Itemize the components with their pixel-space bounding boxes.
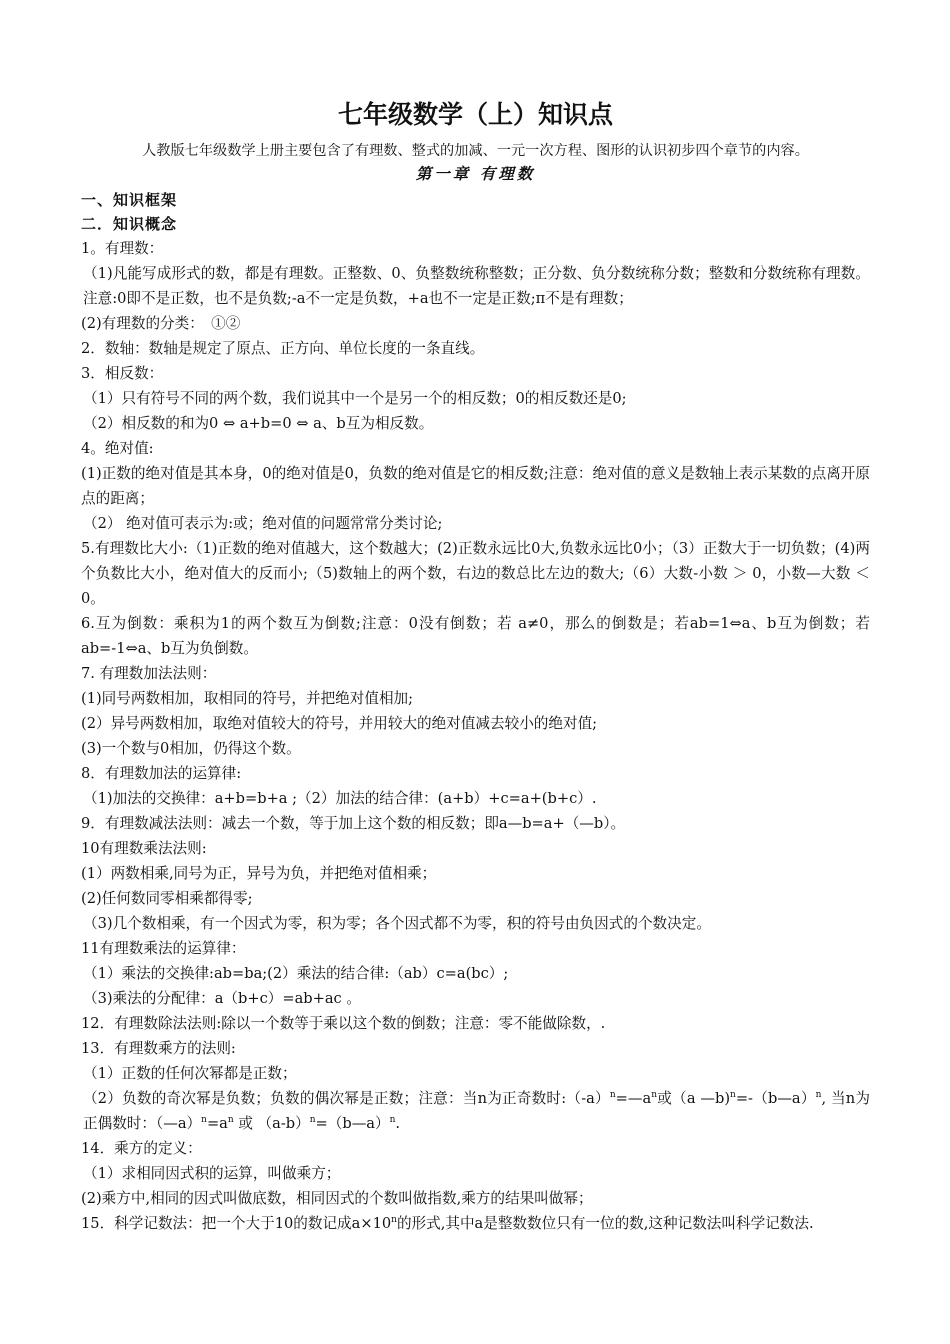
text-line: (2)任何数同零相乘都得零;: [81, 890, 253, 907]
chapter-heading: 第一章 有理数: [415, 164, 536, 183]
text-line: 10有理数乘法法则:: [81, 840, 207, 857]
text-line: （3)乘法的分配律：a（b+c）=ab+ac 。: [83, 990, 361, 1007]
text-line: 11有理数乘法的运算律：: [81, 940, 246, 957]
text-line: (3)一个数与0相加，仍得这个数。: [81, 740, 301, 757]
text-line: 1。有理数：: [81, 240, 164, 257]
document-page: [81, 98, 870, 1236]
text-line: 4。绝对值:: [81, 440, 154, 457]
text-line: （2） 绝对值可表示为:或；绝对值的问题常常分类讨论;: [83, 515, 443, 532]
text-line: 13．有理数乘方的法则:: [81, 1040, 236, 1057]
text-line: （2）相反数的和为0 ⇔ a+b=0 ⇔ a、b互为相反数。: [83, 415, 434, 432]
text-line: （1)加法的交换律：a+b=b+a ;（2）加法的结合律：(a+b）+c=a+(b+c）.: [83, 790, 597, 807]
power-rule-line: （2）负数的奇次幂是负数；负数的偶次幂是正数；注意：当n为正奇数时$:(-a)^n=—a^n$或（a —b)$^n$=-（b—a）$^n$, 当n为正偶数时：$(—a)^n=a^n$ 或 $(a-b)^n=(b—a)^n$.: [83, 1090, 870, 1132]
text-line: 8．有理数加法的运算律:: [81, 765, 242, 782]
text-line: 12．有理数除法法则:除以一个数等于乘以这个数的倒数；注意：零不能做除数，.: [81, 1015, 606, 1032]
page-title: 七年级数学（上）知识点: [337, 100, 613, 129]
text-line: 14．乘方的定义：: [81, 1140, 202, 1157]
text-line: 6.互为倒数：乘积为1的两个数互为倒数;注意：0没有倒数；若 a≠0，那么的倒数是；若ab=1⇔a、b互为倒数；若ab=-1⇔a、b互为负倒数。: [81, 615, 870, 657]
text-line: （1)凡能写成形式的数，都是有理数。正整数、0、负整数统称整数；正分数、负分数统称分数；整数和分数统称有理数。注意:0即不是正数，也不是负数;-a不一定是负数，+a也不一定是正数;π不是有理数；: [83, 265, 870, 307]
text-line: 9．有理数减法法则：减去一个数，等于加上这个数的相反数；即a—b=a+（—b）。: [81, 815, 626, 832]
text-line: （3)几个数相乘，有一个因式为零，积为零；各个因式都不为零，积的符号由负因式的个数决定。: [83, 915, 711, 932]
intro-paragraph: 人教版七年级数学上册主要包含了有理数、整式的加减、一元一次方程、图形的认识初步四个章节的内容。: [142, 143, 809, 159]
text-line: （1）求相同因式积的运算，叫做乘方；: [83, 1165, 341, 1182]
text-line: 5.有理数比大小:（1)正数的绝对值越大，这个数越大；(2)正数永远比0大,负数永远比0小；（3）正数大于一切负数；(4)两个负数比大小，绝对值大的反而小;（5)数轴上的两个数，右边的数总比左边的数大;（6）大数-小数 ＞ 0，小数—大数 ＜ 0。: [81, 540, 870, 607]
text-line: (1)同号两数相加，取相同的符号，并把绝对值相加;: [81, 690, 414, 707]
text-line: （1）只有符号不同的两个数，我们说其中一个是另一个的相反数；0的相反数还是0;: [83, 390, 627, 407]
text-line: (1)正数的绝对值是其本身，0的绝对值是0，负数的绝对值是它的相反数;注意：绝对值的意义是数轴上表示某数的点离开原点的距离；: [81, 465, 870, 507]
text-line: （1）正数的任何次幂都是正数；: [83, 1065, 297, 1082]
text-line: (2)有理数的分类： ①②: [81, 315, 241, 332]
text-line: (2）异号两数相加，取绝对值较大的符号，并用较大的绝对值减去较小的绝对值;: [81, 715, 598, 732]
text-line: （1）乘法的交换律:ab=ba;(2）乘法的结合律:（ab）c=a(bc）;: [83, 965, 509, 982]
text-line: (2)乘方中,相同的因式叫做底数，相同因式的个数叫做指数,乘方的结果叫做幂；: [81, 1190, 593, 1207]
scientific-notation-line: 15．科学记数法：把一个大于10的数记成$a\times 10^n$的形式,其中a是整数数位只有一位的数,这种记数法叫科学记数法.: [81, 1215, 814, 1232]
text-line: 7. 有理数加法法则：: [81, 665, 217, 682]
text-line: 3．相反数：: [81, 365, 164, 382]
text-line: 2．数轴：数轴是规定了原点、正方向、单位长度的一条直线。: [81, 340, 485, 357]
text-line: (1）两数相乘,同号为正，异号为负，并把绝对值相乘；: [81, 865, 437, 882]
section-heading-concepts: 二．知识概念: [81, 215, 178, 233]
section-heading-framework: 一、知识框架: [81, 191, 178, 209]
